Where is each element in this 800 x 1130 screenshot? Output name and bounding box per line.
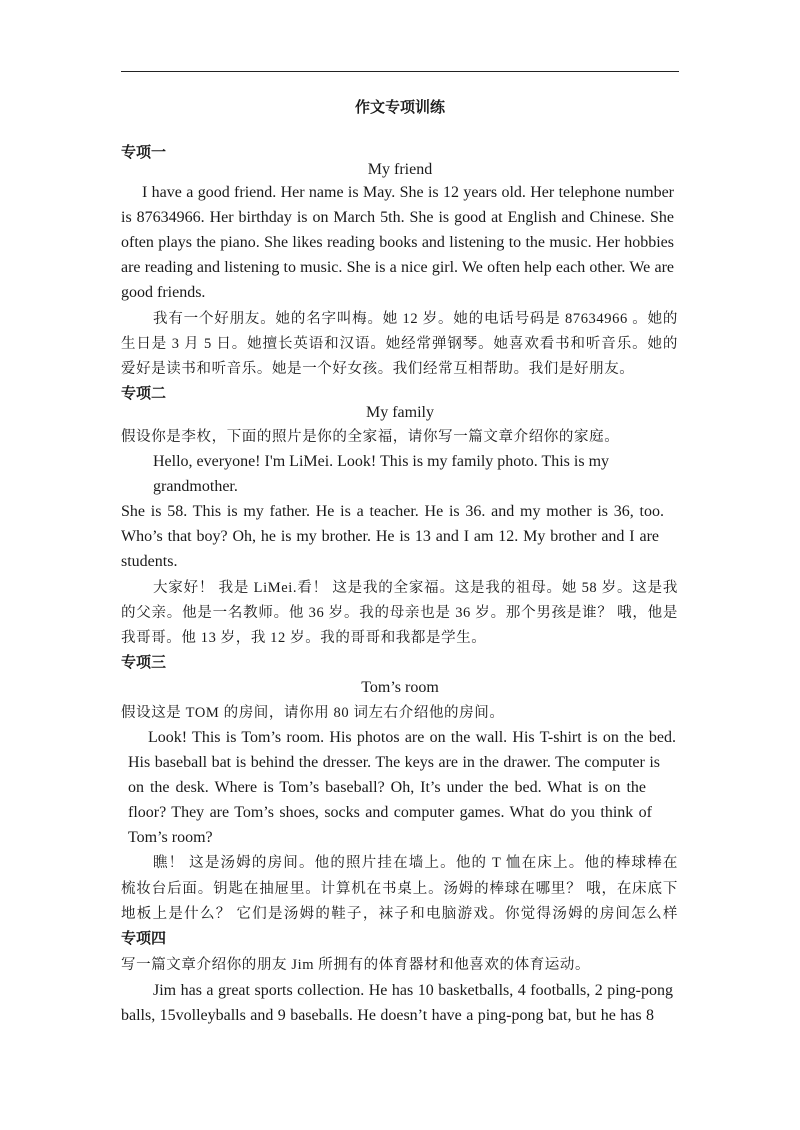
section-1-english-line: good friends.	[121, 284, 206, 301]
section-2-chinese-line: 我哥哥。他 13 岁，我 12 岁。我的哥哥和我都是学生。	[121, 630, 487, 646]
section-3-english-line: floor? They are Tom’s shoes, socks and computer games. What do you think of	[128, 804, 652, 821]
section-1-english-line: I have a good friend. Her name is May. She is 12 years old. Her telephone number	[142, 184, 674, 201]
section-4-english-line: balls, 15volleyballs and 9 baseballs. He doesn’t have a ping-pong bat, but he has 8	[121, 1007, 654, 1024]
section-3-subtitle: Tom’s room	[361, 679, 439, 696]
section-1-chinese-line: 我有一个好朋友。她的名字叫梅。她 12 岁。她的电话号码是 87634966 。她的	[153, 311, 678, 327]
section-3-chinese-line: 瞧！ 这是汤姆的房间。他的照片挂在墙上。他的 T 恤在床上。他的棒球棒在	[153, 855, 678, 871]
section-3-english-line: His baseball bat is behind the dresser. The keys are in the drawer. The computer is	[128, 754, 660, 771]
section-2-english-line: students.	[121, 553, 178, 570]
section-1-subtitle: My friend	[367, 161, 433, 178]
section-1-heading: 专项一	[121, 145, 167, 161]
section-2-prompt: 假设你是李枚，下面的照片是你的全家福，请你写一篇文章介绍你的家庭。	[121, 429, 620, 445]
section-3-chinese-line: 梳妆台后面。钥匙在抽屉里。计算机在书桌上。汤姆的棒球在哪里？ 哦，在床底下	[121, 881, 678, 897]
section-2-english-line: She is 58. This is my father. He is a teacher. He is 36. and my mother is 36, too.	[121, 503, 664, 520]
section-3-heading: 专项三	[121, 655, 167, 671]
section-2-heading: 专项二	[121, 386, 167, 402]
document-title: 作文专项训练	[354, 100, 445, 116]
section-4-heading: 专项四	[121, 931, 167, 947]
section-2-chinese-line: 的父亲。他是一名教师。他 36 岁。我的母亲也是 36 岁。那个男孩是谁？ 哦，他是	[121, 605, 678, 621]
section-3-english-line: on the desk. Where is Tom’s baseball? Oh, It’s under the bed. What is on the	[128, 779, 646, 796]
section-3-chinese-line: 地板上是什么？ 它们是汤姆的鞋子，袜子和电脑游戏。你觉得汤姆的房间怎么样	[121, 906, 678, 922]
section-4-english-line: Jim has a great sports collection. He has 10 basketballs, 4 footballs, 2 ping-pong	[153, 982, 673, 999]
section-2-english-line: Hello, everyone! I'm LiMei. Look! This is my family photo. This is my	[153, 453, 610, 470]
section-1-english-line: are reading and listening to music. She is a nice girl. We often help each other. We are	[121, 259, 674, 276]
section-2-english-line: grandmother.	[153, 478, 238, 495]
section-1-chinese-line: 生日是 3 月 5 日。她擅长英语和汉语。她经常弹钢琴。她喜欢看书和听音乐。她的	[121, 336, 678, 352]
section-3-english-line: Tom’s room?	[128, 829, 213, 846]
section-4-prompt: 写一篇文章介绍你的朋友 Jim 所拥有的体育器材和他喜欢的体育运动。	[121, 957, 591, 973]
section-2-english-line: Who’s that boy? Oh, he is my brother. He is 13 and I am 12. My brother and I are	[121, 528, 659, 545]
section-1-english-line: often plays the piano. She likes reading books and listening to the music. Her hobbies	[121, 234, 674, 251]
top-rule	[121, 71, 679, 72]
section-2-chinese-line: 大家好！ 我是 LiMei.看！ 这是我的全家福。这是我的祖母。她 58 岁。这是我	[153, 580, 678, 596]
section-3-prompt: 假设这是 TOM 的房间，请你用 80 词左右介绍他的房间。	[121, 705, 505, 721]
section-3-english-line: Look! This is Tom’s room. His photos are on the wall. His T-shirt is on the bed.	[148, 729, 676, 746]
section-2-subtitle: My family	[366, 404, 434, 421]
section-1-chinese-line: 爱好是读书和听音乐。她是一个好女孩。我们经常互相帮助。我们是好朋友。	[121, 361, 635, 377]
section-1-english-line: is 87634966. Her birthday is on March 5th. She is good at English and Chinese. She	[121, 209, 674, 226]
